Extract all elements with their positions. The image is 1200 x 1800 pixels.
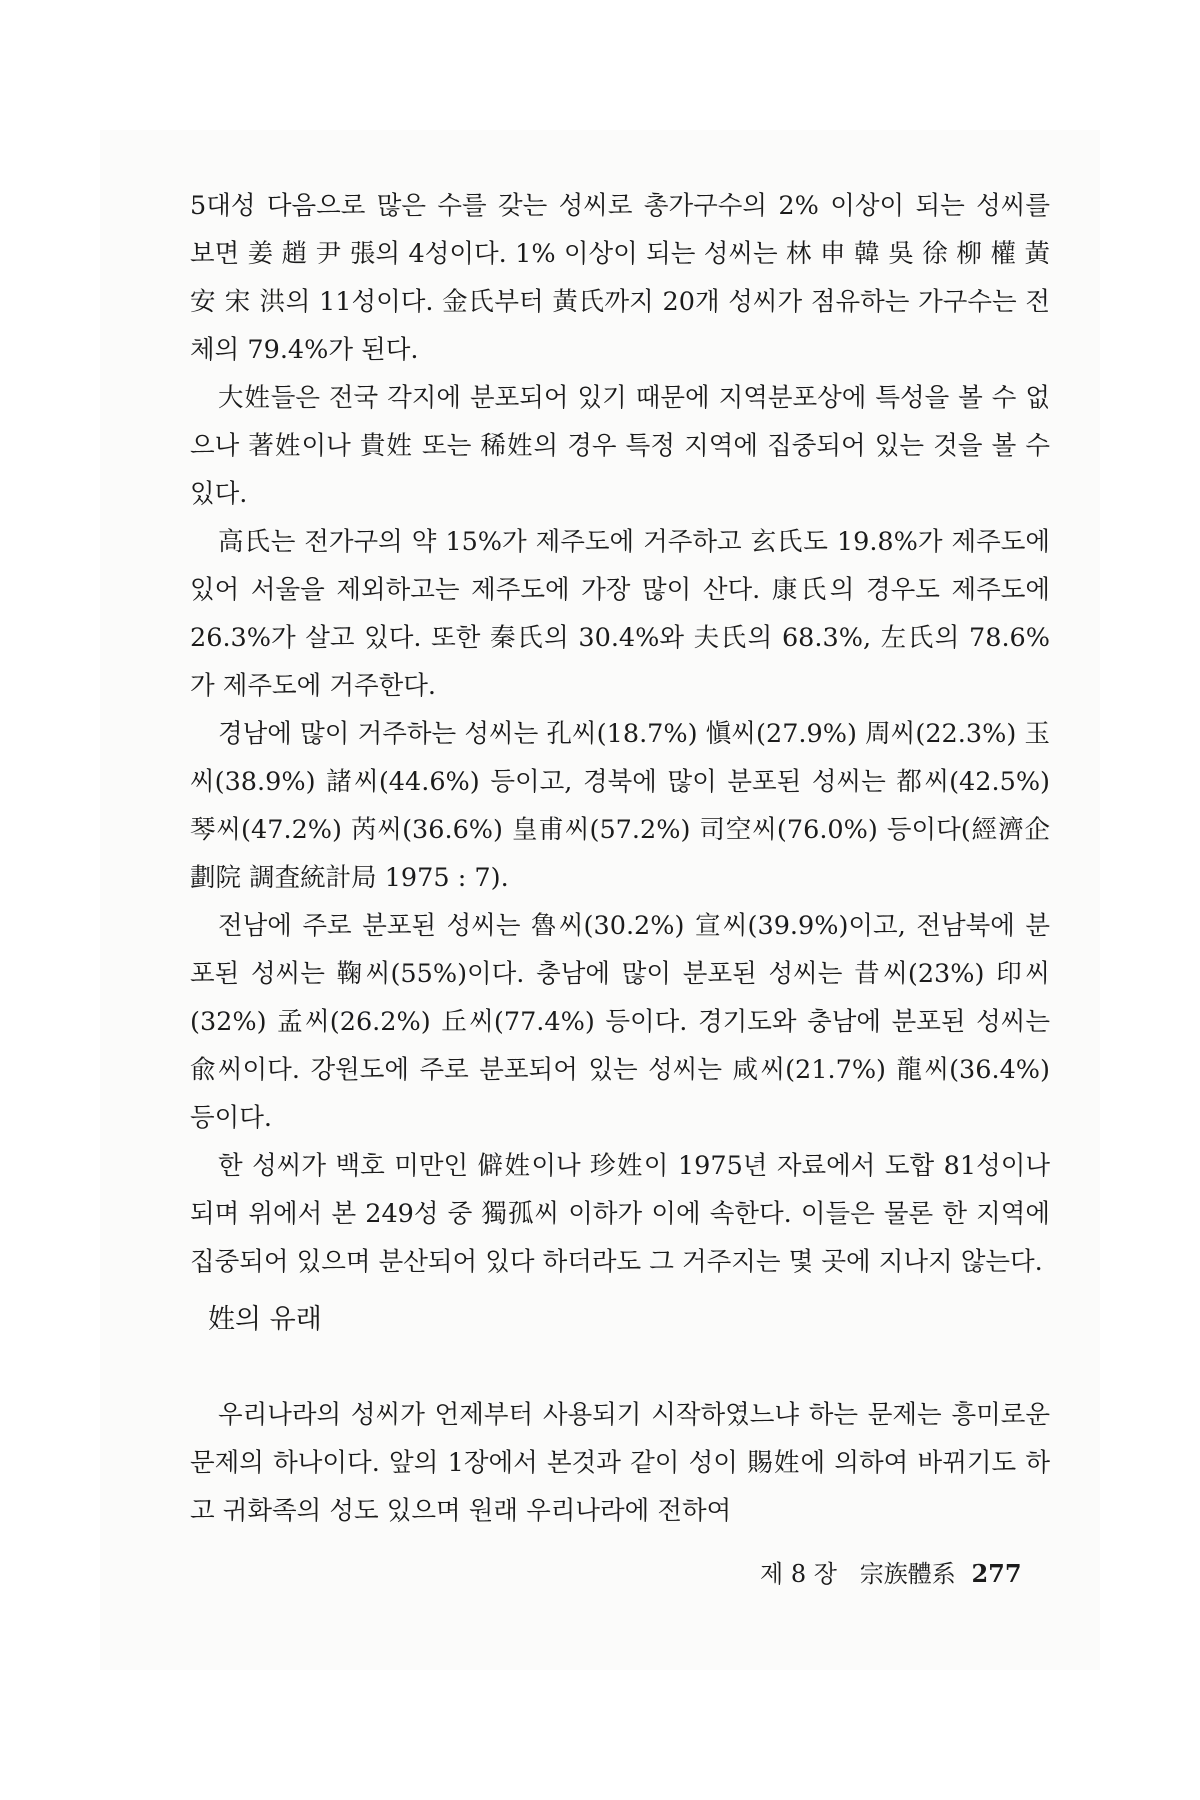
paragraph: 한 성씨가 백호 미만인 僻姓이나 珍姓이 1975년 자료에서 도합 81성이나 되며 위에서 본 249성 중 獨孤씨 이하가 이에 속한다. 이들은 물론 한 지역에 집중되어 있으며 분산되어 있다 하더라도 그 거주지는 몇 곳에 지나지 않는다. [190,1151,1050,1277]
paragraph: 전남에 주로 분포된 성씨는 魯씨(30.2%) 宣씨(39.9%)이고, 전남북에 분포된 성씨는 鞠씨(55%)이다. 충남에 많이 분포된 성씨는 昔씨(23%) 印씨(32%) 孟씨(26.2%) 丘씨(77.4%) 등이다. 경기도와 충남에 분포된 성씨는 兪씨이다. 강원도에 주로 분포되어 있는 성씨는 咸씨(21.7%) 龍씨(36.4%) 등이다. [190,911,1050,1133]
page-number: 277 [971,1559,1022,1588]
footer-title: 宗族體系 [859,1560,956,1588]
page-footer [760,1556,1050,1592]
paragraph: 大姓들은 전국 각지에 분포되어 있기 때문에 지역분포상에 특성을 볼 수 없으나 著姓이나 貴姓 또는 稀姓의 경우 특정 지역에 집중되어 있는 것을 볼 수 있다. [190,383,1050,509]
body-text-bottom [190,1391,1050,1535]
paragraph: 경남에 많이 거주하는 성씨는 孔씨(18.7%) 愼씨(27.9%) 周씨(22.3%) 玉씨(38.9%) 諸씨(44.6%) 등이고, 경북에 많이 분포된 성씨는 都씨(42.5%) 琴씨(47.2%) 芮씨(36.6%) 皇甫씨(57.2%) 司空씨(76.0%) 등이다(經濟企劃院 調査統計局 1975 : 7). [190,719,1050,893]
section-heading: 姓의 유래 [208,1304,322,1335]
paragraph: 5대성 다음으로 많은 수를 갖는 성씨로 총가구수의 2% 이상이 되는 성씨를 보면 姜 趙 尹 張의 4성이다. 1% 이상이 되는 성씨는 林 申 韓 吳 徐 柳 權 黃 安 宋 洪의 11성이다. 金氏부터 黃氏까지 20개 성씨가 점유하는 가구수는 전체의 79.4%가 된다. [190,191,1050,365]
paragraph: 高氏는 전가구의 약 15%가 제주도에 거주하고 玄氏도 19.8%가 제주도에 있어 서울을 제외하고는 제주도에 가장 많이 산다. 康氏의 경우도 제주도에 26.3%가 살고 있다. 또한 秦氏의 30.4%와 夫氏의 68.3%, 左氏의 78.6%가 제주도에 거주한다. [190,527,1050,701]
footer-chapter: 제 8 장 [760,1560,837,1588]
body-text-top [190,182,1050,1286]
paragraph: 우리나라의 성씨가 언제부터 사용되기 시작하였느냐 하는 문제는 흥미로운 문제의 하나이다. 앞의 1장에서 본것과 같이 성이 賜姓에 의하여 바뀌기도 하고 귀화족의 성도 있으며 원래 우리나라에 전하여 [190,1400,1050,1526]
